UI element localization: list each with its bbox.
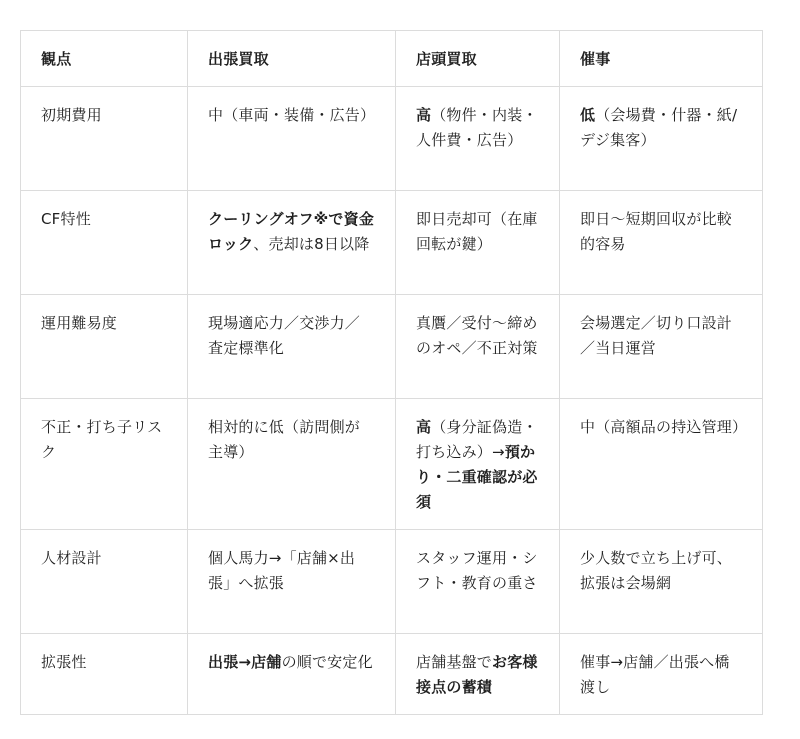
table-row: [21, 295, 763, 399]
table-row: [21, 530, 763, 634]
event-cell: 催事→店舗／出張へ橋渡し: [560, 634, 763, 715]
dispatch-cell: 現場適応力／交渉力／査定標準化: [188, 295, 396, 399]
dispatch-cell: 個人馬力→「店舗×出張」へ拡張: [188, 530, 396, 634]
comparison-table: [20, 30, 763, 715]
table-row: [21, 87, 763, 191]
event-cell: 少人数で立ち上げ可、拡張は会場網: [560, 530, 763, 634]
store-cell: スタッフ運用・シフト・教育の重さ: [396, 530, 560, 634]
row-aspect-cell: 初期費用: [21, 87, 188, 191]
comparison-table-wrapper: [20, 30, 763, 715]
header-dispatch-buying: 出張買取: [188, 31, 396, 87]
header-store-buying: 店頭買取: [396, 31, 560, 87]
table-header-row: [21, 31, 763, 87]
event-cell: 中（高額品の持込管理）: [560, 399, 763, 530]
table-row: [21, 634, 763, 715]
store-cell: 高（物件・内装・人件費・広告）: [396, 87, 560, 191]
row-aspect-cell: 人材設計: [21, 530, 188, 634]
event-cell: 即日〜短期回収が比較的容易: [560, 191, 763, 295]
row-aspect-cell: 拡張性: [21, 634, 188, 715]
row-aspect-cell: 不正・打ち子リスク: [21, 399, 188, 530]
store-cell: 高（身分証偽造・打ち込み）→預かり・二重確認が必須: [396, 399, 560, 530]
header-aspect: 観点: [21, 31, 188, 87]
store-cell: 真贋／受付〜締めのオペ／不正対策: [396, 295, 560, 399]
dispatch-cell: 相対的に低（訪問側が主導）: [188, 399, 396, 530]
row-aspect-cell: CF特性: [21, 191, 188, 295]
event-cell: 会場選定／切り口設計／当日運営: [560, 295, 763, 399]
store-cell: 店舗基盤でお客様接点の蓄積: [396, 634, 560, 715]
dispatch-cell: クーリングオフ※で資金ロック、売却は8日以降: [188, 191, 396, 295]
table-row: [21, 399, 763, 530]
header-event-buying: 催事: [560, 31, 763, 87]
row-aspect-cell: 運用難易度: [21, 295, 188, 399]
event-cell: 低（会場費・什器・紙/デジ集客）: [560, 87, 763, 191]
dispatch-cell: 出張→店舗の順で安定化: [188, 634, 396, 715]
store-cell: 即日売却可（在庫回転が鍵）: [396, 191, 560, 295]
table-row: [21, 191, 763, 295]
dispatch-cell: 中（車両・装備・広告）: [188, 87, 396, 191]
